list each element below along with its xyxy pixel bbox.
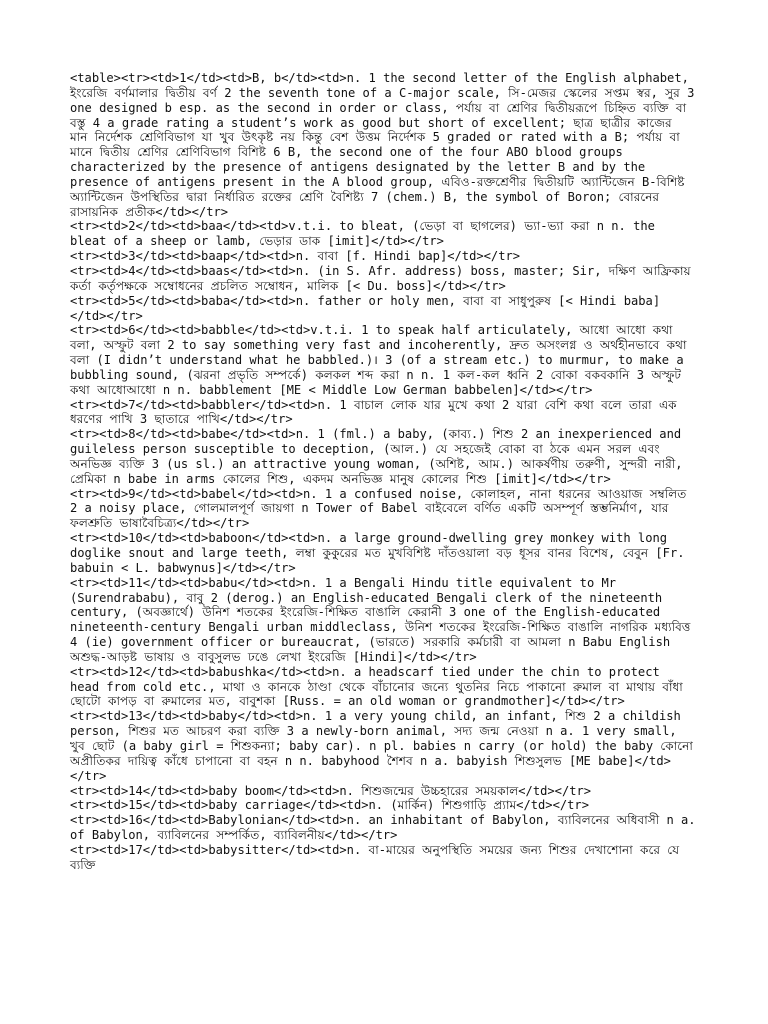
entry-line-13: <tr><td>13</td><td>baby</td><td>n. 1 a very young child, an infant, শিশু 2 a childish person, শিশুর মত আচরণ করা ব্যক্তি 3 a newly-born animal, সদ্য জন্ম নেওয়া n a. 1 very small, খুব ছোট (a baby girl = শিশুকন্যা; baby car). n pl. babies n carry (or hold) the baby কোনো অপ্রীতিকর দায়িত্ব কাঁধে চাপানো বা বহন n n. babyhood শৈশব n a. babyish শিশুসুলভ [ME babe]</td></tr> [70, 709, 693, 783]
entry-line-8: <tr><td>8</td><td>babe</td><td>n. 1 (fml.) a baby, (কাব্য.) শিশু 2 an inexperienced and guileless person susceptible to deception, (আল.) যে সহজেই বোকা বা ঠকে এমন সরল এবং অনভিজ্ঞ ব্যক্তি 3 (us sl.) an attractive young woman, (অশিষ্ট, আম.) আকর্ষণীয় তরুণী, সুন্দরী নারী, প্রেমিকা n babe in arms কোলের শিশু, একদম অনভিজ্ঞ মানুষ কোলের শিশু [imit]</td></tr> [70, 427, 683, 486]
entry-line-5: <tr><td>5</td><td>baba</td><td>n. father or holy men, বাবা বা সাধুপুরুষ [< Hindi baba]</td></tr> [70, 293, 661, 323]
entry-line-4: <tr><td>4</td><td>baas</td><td>n. (in S. Afr. address) boss, master; Sir, দক্ষিণ আফ্রিকায় কর্তা কর্তৃপক্ষকে সম্বোধনের প্রচলিত সম্বোধন, মালিক [< Du. boss]</td></tr> [70, 263, 691, 293]
entry-line-14: <tr><td>14</td><td>baby boom</td><td>n. শিশুজন্মের উচ্চহারের সময়কাল</td></tr> [70, 783, 592, 798]
entry-line-2: <tr><td>2</td><td>baa</td><td>v.t.i. to bleat, (ভেড়া বা ছাগলের) ভ্যা-ভ্যা করা n n. the bleat of a sheep or lamb, ভেড়ার ডাক [imit]</td></tr> [70, 219, 655, 249]
entry-line-16: <tr><td>16</td><td>Babylonian</td><td>n. an inhabitant of Babylon, ব্যাবিলনের অধিবাসী n a. of Babylon, ব্যাবিলনের সম্পর্কিত, ব্যাবিলনীয়</td></tr> [70, 813, 696, 843]
entry-line-6: <tr><td>6</td><td>babble</td><td>v.t.i. 1 to speak half articulately, আধো আধো কথা বলা, অস্ফুট বলা 2 to say something very fast and incoherently, দ্রুত অসংলগ্ন ও অর্থহীনভাবে কথা বলা (I didn’t understand what he babbled.)। 3 (of a stream etc.) to murmur, to make a bubbling sound, (ঝরনা প্রভৃতি সম্পর্কে) কলকল শব্দ করা n n. 1 কল-কল ধ্বনি 2 বোকা বকবকানি 3 অস্ফুট কথা আধোআধো n n. babblement [ME < Middle Low German babbelen]</td></tr> [70, 323, 687, 397]
entry-line-17: <tr><td>17</td><td>babysitter</td><td>n. বা-মায়ের অনুপস্থিতি সময়ের জন্য শিশুর দেখাশোনা করে যে ব্যক্তি [70, 842, 680, 872]
entry-line-10: <tr><td>10</td><td>baboon</td><td>n. a large ground-dwelling grey monkey with long doglike snout and large teeth, লম্বা কুকুরের মত মুখবিশিষ্ট দাঁতওয়ালা বড় ধূসর বানর বিশেষ, বেবুন [Fr. babuin < L. babwynus]</td></tr> [70, 531, 685, 575]
entry-line-15: <tr><td>15</td><td>baby carriage</td><td>n. (মার্কিন) শিশুগাড়ি প্র্যাম</td></tr> [70, 798, 589, 813]
entry-line-1: <table><tr><td>1</td><td>B, b</td><td>n. 1 the second letter of the English alphabet, ইংরেজি বর্ণমালার দ্বিতীয় বর্ণ 2 the seventh tone of a C-major scale, সি-মেজর স্কেলের সপ্তম স্বর, সুর 3 one designed b esp. as the second in order or class, পর্যায় বা শ্রেণির দ্বিতীয়রূপে চিহ্নিত ব্যক্তি বা বস্তু 4 a grade rating a student’s work as good but short of excellent; ছাত্র ছাত্রীর কাজের মান নির্দেশক শ্রেণিবিভাগ যা খুব উৎকৃষ্ট নয় কিন্তু বেশ উত্তম নির্দেশক 5 graded or rated with a B; পর্যায় বা মানে দ্বিতীয় শ্রেণির শ্রেণিবিভাগ বিশিষ্ট 6 B, the second one of the four ABO blood groups characterized by the presence of antigens designated by the letter B and by the presence of antigens present in the A blood group, এবিও-রক্তশ্রেণীর দ্বিতীয়টি অ্যান্টিজেন B-বিশিষ্ট অ্যান্টিজেন উপস্থিতির দ্বারা নির্ধারিত রক্তের শ্রেণি বৈশিষ্ট্য 7 (chem.) B, the symbol of Boron; বোরনের রাসায়নিক প্রতীক</td></tr> [70, 71, 695, 219]
entry-line-12: <tr><td>12</td><td>babushka</td><td>n. a headscarf tied under the chin to protect head from cold etc., মাথা ও কানকে ঠাণ্ডা থেকে বাঁচানোর জন্যে থুতনির নিচে পাকানো রুমাল বা মাথায় বাঁধা ছোটো কাপড় বা রুমালের মত, বাবুশকা [Russ. = an old woman or grandmother]</td></tr> [70, 664, 683, 709]
entry-line-3: <tr><td>3</td><td>baap</td><td>n. বাবা [f. Hindi bap]</td></tr> [70, 249, 521, 264]
document-text [70, 71, 696, 873]
entry-line-9: <tr><td>9</td><td>babel</td><td>n. 1 a confused noise, কোলাহল, নানা ধরনের আওয়াজ সম্বলিত 2 a noisy place, গোলমালপূর্ণ জায়গা n Tower of Babel বাইবেলে বর্ণিত একটি অসম্পূর্ণ স্তম্ভনির্মাণ, যার ফলশ্রুতি ভাষাবৈচিত্র্য</td></tr> [70, 486, 687, 531]
entry-line-11: <tr><td>11</td><td>babu</td><td>n. 1 a Bengali Hindu title equivalent to Mr (Surendrababu), বাবু 2 (derog.) an English-educated Bengali clerk of the nineteenth century, (অবজ্ঞার্থে) উনিশ শতকের ইংরেজি-শিক্ষিত বাঙালি কেরানী 3 one of the English-educated nineteenth-century Bengali urban middleclass, উনিশ শতকের ইংরেজি-শিক্ষিত বাঙালি নাগরিক মধ্যবিত্ত 4 (ie) government officer or bureaucrat, (ভারতে) সরকারি কর্মচারী বা আমলা n Babu English অশুদ্ধ-আড়ষ্ট ভাষায় ও বাবুসুলভ ঢঙে লেখা ইংরেজি [Hindi]</td></tr> [70, 575, 691, 664]
entry-line-7: <tr><td>7</td><td>babbler</td><td>n. 1 বাচাল লোক যার মুখে কথা 2 যারা বেশি কথা বলে তারা এক ধরণের পাখি 3 ছাতারে পাখি</td></tr> [70, 397, 677, 427]
